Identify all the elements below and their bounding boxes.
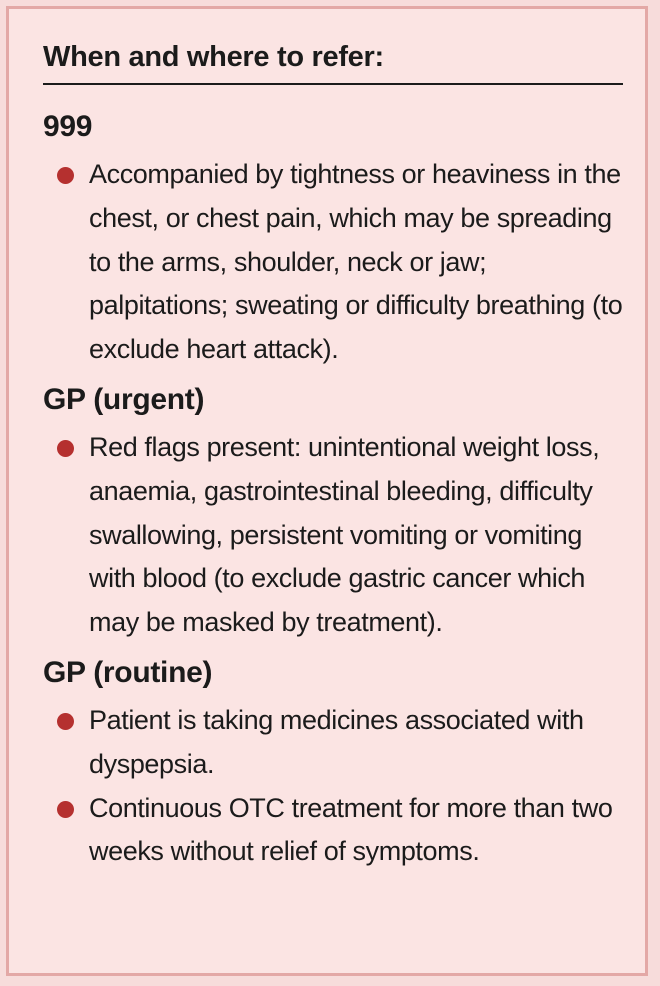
box-title: When and where to refer:: [43, 37, 623, 85]
list-item-text: Red flags present: unintentional weight loss, anaemia, gastrointestinal bleeding, difficulty swallowing, persistent vomiting or vomiting with blood (to exclude gastric cancer which may be masked by treatment).: [89, 431, 600, 638]
list-item-text: Accompanied by tightness or heaviness in the chest, or chest pain, which may be spreading to the arms, shoulder, neck or jaw; palpitations; sweating or difficulty breathing (to exclude heart attack).: [89, 159, 623, 365]
bullet-icon: [57, 713, 74, 730]
list-item: [43, 787, 623, 875]
section-list-999: [43, 153, 623, 372]
list-item-text: Continuous OTC treatment for more than two weeks without relief of symptoms.: [89, 792, 613, 867]
list-item: [43, 153, 623, 372]
referral-content: [43, 37, 623, 874]
section-heading-gp-urgent: GP (urgent): [43, 382, 205, 416]
list-item-text: Patient is taking medicines associated with dyspepsia.: [89, 704, 584, 779]
section-list-gp-urgent: [43, 426, 623, 645]
section-heading-gp-routine: GP (routine): [43, 655, 213, 689]
referral-box: [6, 6, 648, 976]
section-list-gp-routine: [43, 699, 623, 874]
bullet-icon: [57, 440, 74, 457]
bullet-icon: [57, 167, 74, 184]
list-item: [43, 699, 623, 787]
bullet-icon: [57, 801, 74, 818]
section-heading-999: 999: [43, 110, 93, 143]
list-item: [43, 426, 623, 645]
